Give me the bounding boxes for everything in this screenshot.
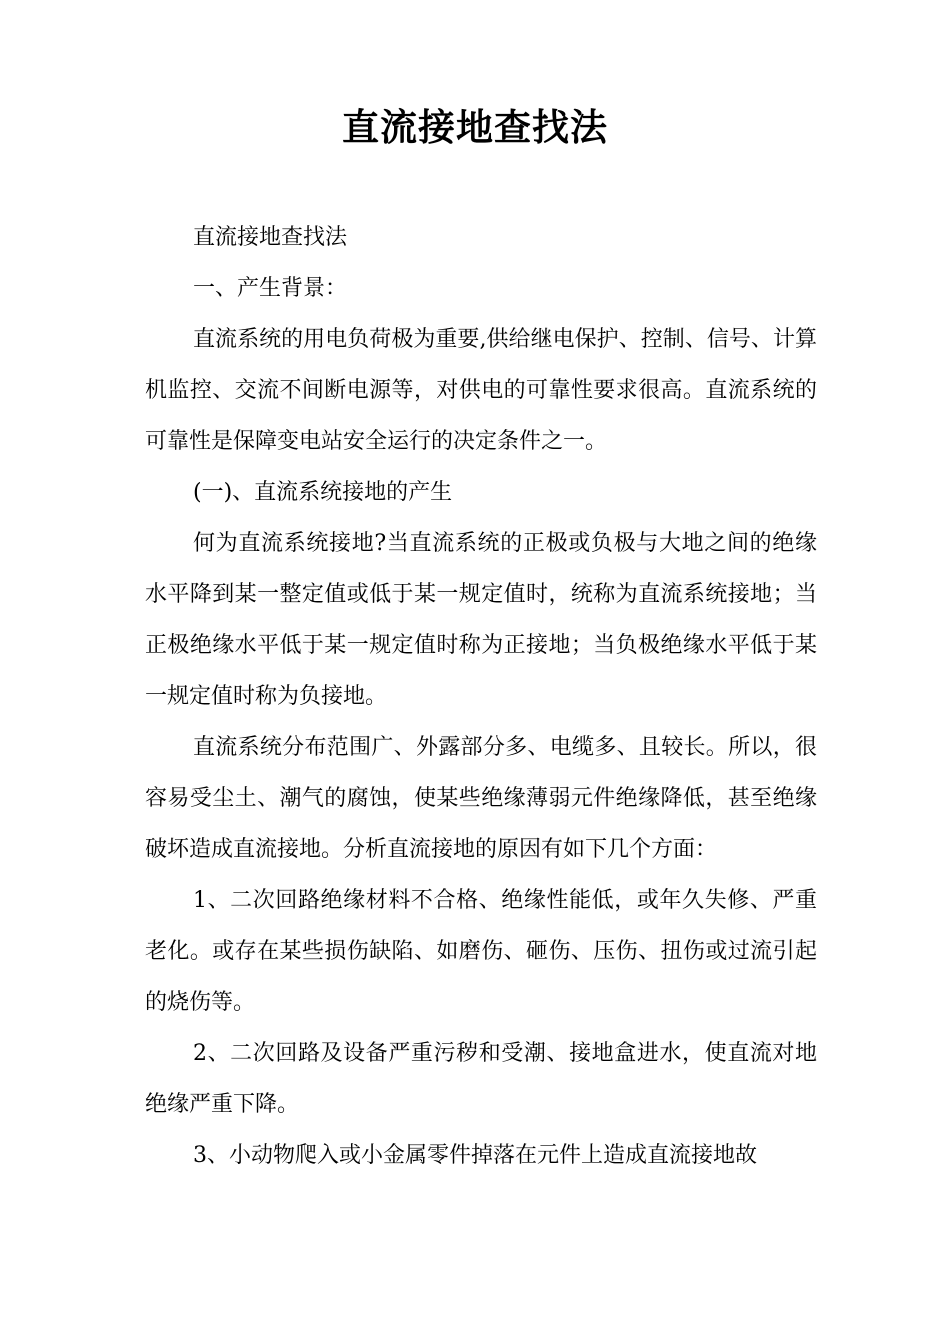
paragraph-grounding-causes: 直流系统分布范围广、外露部分多、电缆多、且较长。所以，很容易受尘土、潮气的腐蚀，使某些绝缘薄弱元件绝缘降低，甚至绝缘破坏造成直流接地。分析直流接地的原因有如下几个方面： (145, 735, 817, 862)
paragraph-cause-2: 2、二次回路及设备严重污秽和受潮、接地盒进水，使直流对地绝缘严重下降。 (145, 1041, 817, 1117)
paragraph-dc-importance: 直流系统的用电负荷极为重要,供给继电保护、控制、信号、计算机监控、交流不间断电源等，对供电的可靠性要求很高。直流系统的可靠性是保障变电站安全运行的决定条件之一。 (145, 327, 817, 454)
document-title: 直流接地查找法 (342, 106, 608, 149)
paragraph-cause-1: 1、二次回路绝缘材料不合格、绝缘性能低，或年久失修、严重老化。或存在某些损伤缺陷、如磨伤、砸伤、压伤、扭伤或过流引起的烧伤等。 (145, 888, 817, 1015)
paragraph-cause-3: 3、小动物爬入或小金属零件掉落在元件上造成直流接地故 (193, 1143, 757, 1168)
paragraph-subsection-grounding: (一)、直流系统接地的产生 (193, 480, 453, 505)
paragraph-section-background: 一、产生背景： (193, 276, 348, 301)
paragraph-heading: 直流接地查找法 (193, 225, 348, 250)
document-body (145, 212, 817, 1181)
paragraph-grounding-definition: 何为直流系统接地?当直流系统的正极或负极与大地之间的绝缘水平降到某一整定值或低于某一规定值时，统称为直流系统接地；当正极绝缘水平低于某一规定值时称为正接地；当负极绝缘水平低于某一规定值时称为负接地。 (145, 531, 817, 709)
